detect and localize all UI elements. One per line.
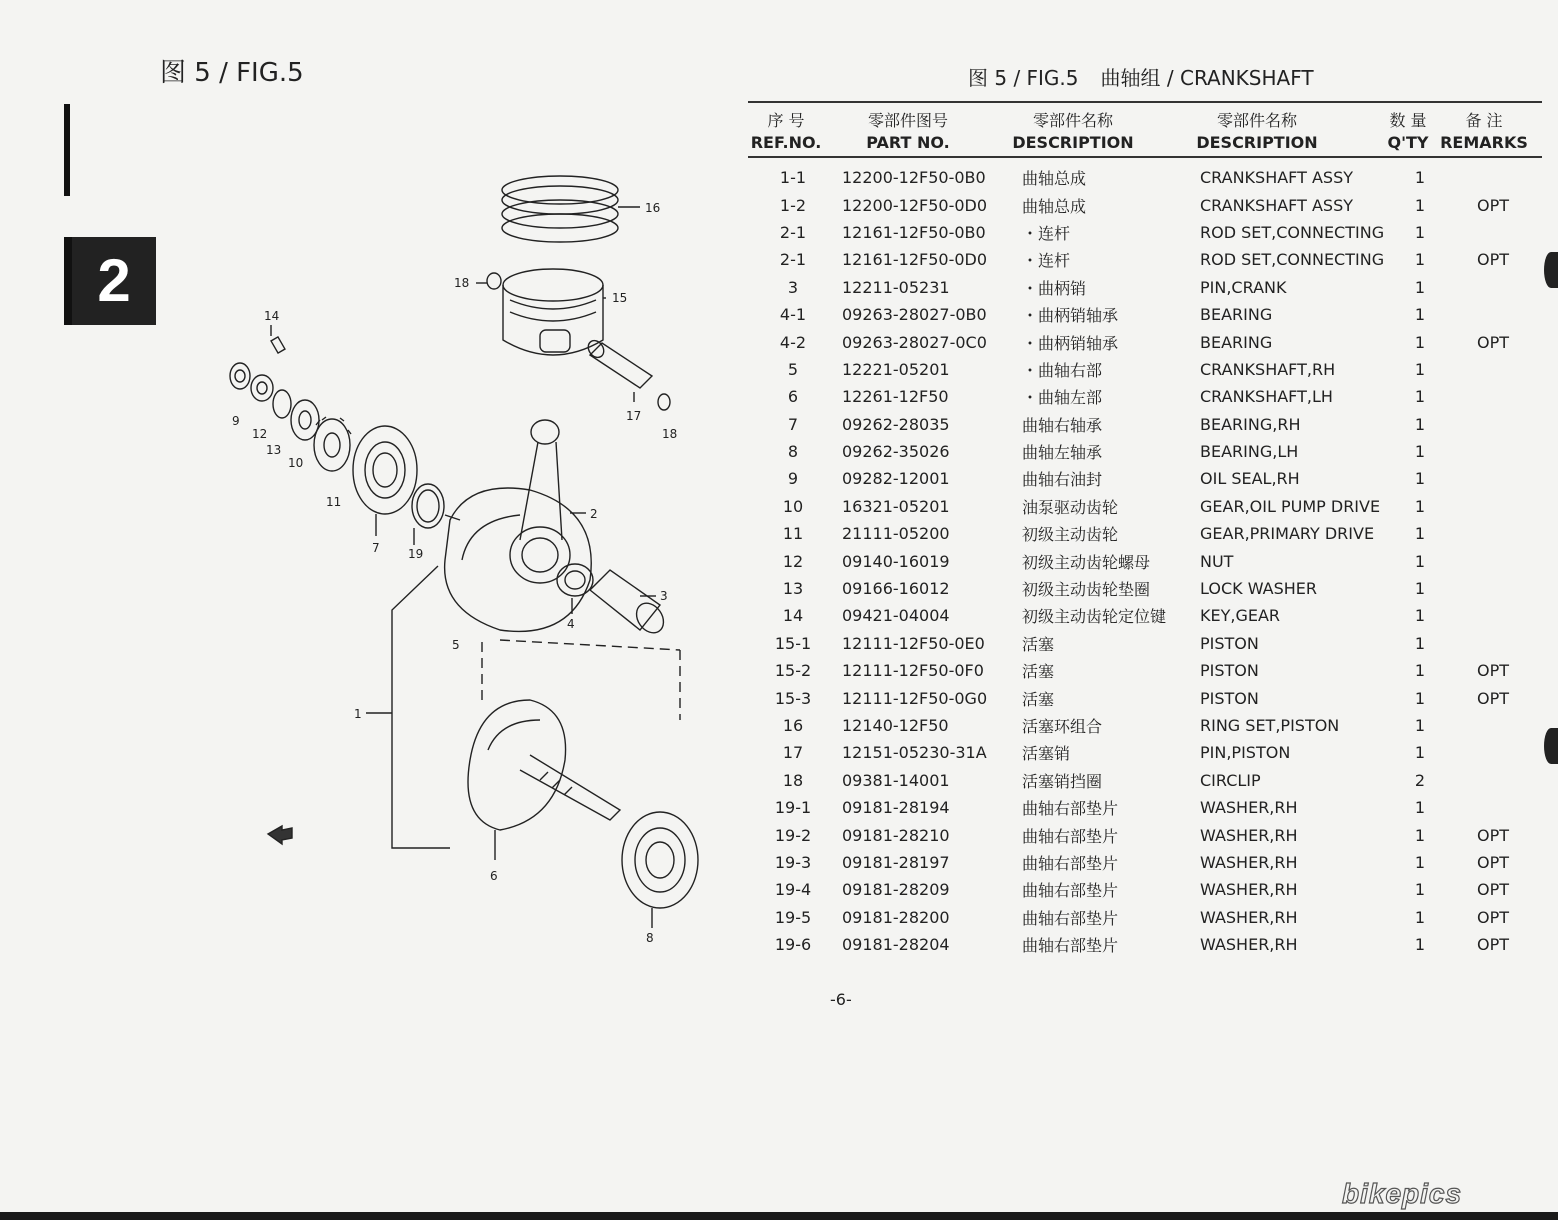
table-row	[748, 301, 1542, 328]
table-row	[748, 246, 1542, 273]
cell-qty: 1	[1414, 250, 1426, 270]
table-row	[748, 191, 1542, 218]
table-row	[748, 712, 1542, 739]
cell-ref: 5	[787, 359, 799, 379]
callout-19: 19	[408, 547, 424, 561]
header-desc-cn	[1008, 110, 1138, 154]
cell-qty: 1	[1414, 935, 1426, 955]
table-title-name: 曲轴组 / CRANKSHAFT	[1100, 66, 1314, 90]
cell-qty: 1	[1414, 524, 1426, 544]
cell-en: CRANKSHAFT ASSY	[1200, 195, 1353, 215]
cell-ref: 19-1	[774, 798, 812, 818]
cell-ref: 17	[782, 743, 804, 763]
cell-qty: 1	[1414, 579, 1426, 599]
table-title-fig: 图 5 / FIG.5	[968, 66, 1079, 90]
callout-18a: 18	[454, 276, 470, 290]
fwd-arrow-icon	[268, 826, 292, 844]
cell-cn: ・连杆	[1022, 223, 1071, 243]
cell-cn: 初级主动齿轮垫圈	[1022, 580, 1151, 600]
header-ref-en: REF.NO.	[750, 133, 822, 152]
table-row	[748, 520, 1542, 547]
cell-ref: 4-1	[779, 305, 807, 325]
table-row	[748, 602, 1542, 629]
cell-ref: 10	[782, 496, 804, 516]
cell-rem	[1444, 301, 1542, 328]
cell-qty: 1	[1414, 880, 1426, 900]
section-tab: 2	[72, 237, 156, 325]
callout-3: 3	[660, 589, 668, 603]
cell-cn: 初级主动齿轮定位键	[1022, 607, 1167, 627]
cell-ref: 15-2	[774, 661, 812, 681]
cell-en: WASHER,RH	[1200, 935, 1298, 955]
cell-cn: ・连杆	[1022, 251, 1071, 271]
cell-part: 09140-16019	[842, 551, 950, 571]
cell-qty: 1	[1414, 277, 1426, 297]
cell-rem	[1444, 712, 1542, 739]
header-ref-cn: 序 号	[767, 111, 805, 130]
cell-ref: 19-2	[774, 825, 812, 845]
table-row	[748, 849, 1542, 876]
cell-rem	[1444, 767, 1542, 794]
cell-rem: OPT	[1476, 661, 1509, 681]
cell-cn: 曲轴右轴承	[1022, 415, 1103, 435]
cell-en: BEARING,RH	[1200, 414, 1301, 434]
cell-cn: 曲轴右部垫片	[1022, 908, 1119, 928]
parts-table-body	[748, 164, 1542, 958]
header-qty	[1380, 110, 1436, 154]
callout-1: 1	[354, 707, 362, 721]
header-ref	[748, 110, 824, 154]
cell-part: 12111-12F50-0E0	[842, 633, 985, 653]
cell-en: PISTON	[1200, 688, 1259, 708]
table-row	[748, 739, 1542, 766]
cell-part: 09181-28197	[842, 852, 950, 872]
cell-en: ROD SET,CONNECTING	[1200, 250, 1385, 270]
cell-en: BEARING,LH	[1200, 442, 1299, 462]
cell-qty: 1	[1414, 387, 1426, 407]
cell-qty: 1	[1414, 359, 1426, 379]
cell-rem	[1444, 575, 1542, 602]
cell-rem	[1444, 411, 1542, 438]
table-row	[748, 876, 1542, 903]
crankshaft-exploded-diagram	[200, 160, 700, 950]
cell-part: 12221-05201	[842, 359, 950, 379]
cell-part: 09263-28027-0B0	[842, 305, 987, 325]
header-part-cn: 零部件图号	[867, 111, 948, 130]
table-row	[748, 630, 1542, 657]
table-row	[748, 821, 1542, 848]
callout-15: 15	[612, 291, 628, 305]
cell-rem: OPT	[1476, 332, 1509, 352]
header-qty-cn: 数 量	[1389, 111, 1427, 130]
cell-qty: 1	[1414, 496, 1426, 516]
cell-ref: 19-3	[774, 852, 812, 872]
callout-2: 2	[590, 507, 598, 521]
cell-part: 12140-12F50	[842, 716, 949, 735]
table-row	[748, 904, 1542, 931]
cell-qty: 1	[1414, 469, 1426, 489]
table-row	[748, 356, 1542, 383]
cell-qty: 1	[1414, 332, 1426, 352]
cell-ref: 11	[782, 524, 804, 544]
cell-cn: ・曲轴右部	[1022, 360, 1103, 380]
cell-part: 09262-35026	[842, 442, 950, 462]
cell-cn: ・曲柄销轴承	[1022, 306, 1119, 326]
cell-cn: 曲轴右油封	[1022, 470, 1103, 490]
cell-part: 09166-16012	[842, 579, 950, 599]
cell-ref: 7	[787, 414, 799, 434]
cell-ref: 16	[782, 716, 804, 735]
cell-rem: OPT	[1476, 852, 1509, 872]
cell-qty: 1	[1414, 907, 1426, 927]
callout-14: 14	[264, 309, 280, 323]
figure-title: 图 5 / FIG.5	[160, 58, 304, 88]
cell-cn: 曲轴左轴承	[1022, 443, 1103, 463]
cell-qty: 1	[1414, 414, 1426, 434]
cell-qty: 1	[1414, 633, 1426, 653]
callout-6: 6	[490, 869, 498, 883]
cell-part: 09181-28209	[842, 880, 950, 900]
table-row	[748, 164, 1542, 191]
cell-part: 12161-12F50-0B0	[842, 222, 986, 242]
cell-en: OIL SEAL,RH	[1200, 469, 1300, 489]
bottom-edge	[0, 1212, 1558, 1220]
cell-part: 12200-12F50-0D0	[842, 195, 988, 215]
callout-8: 8	[646, 931, 654, 945]
cell-en: PISTON	[1200, 633, 1259, 653]
cell-cn: 活塞环组合	[1022, 717, 1103, 736]
cell-ref: 12	[782, 551, 804, 571]
cell-en: ROD SET,CONNECTING	[1200, 222, 1385, 242]
cell-cn: 曲轴右部垫片	[1022, 826, 1119, 846]
cell-rem: OPT	[1476, 688, 1509, 708]
table-row	[748, 547, 1542, 574]
table-row	[748, 794, 1542, 821]
cell-qty: 1	[1414, 442, 1426, 462]
cell-ref: 19-5	[774, 907, 812, 927]
cell-en: WASHER,RH	[1200, 798, 1298, 818]
cell-cn: 活塞	[1022, 634, 1055, 654]
cell-qty: 1	[1414, 606, 1426, 626]
table-title	[968, 62, 1336, 91]
cell-ref: 14	[782, 606, 804, 626]
cell-en: WASHER,RH	[1200, 825, 1298, 845]
section-tab-edge	[64, 237, 72, 325]
cell-ref: 2-1	[779, 222, 807, 242]
cell-qty: 1	[1414, 661, 1426, 681]
cell-part: 09263-28027-0C0	[842, 332, 987, 352]
cell-part: 09282-12001	[842, 469, 950, 489]
header-desc-en-en: DESCRIPTION	[1196, 133, 1318, 152]
cell-rem	[1444, 602, 1542, 629]
callout-4: 4	[567, 617, 575, 631]
header-desc-en	[1192, 110, 1322, 154]
header-rule-bottom	[748, 156, 1542, 158]
cell-en: CIRCLIP	[1200, 770, 1261, 790]
cell-rem	[1444, 493, 1542, 520]
cell-rem: OPT	[1476, 195, 1509, 215]
cell-cn: 曲轴总成	[1022, 169, 1087, 189]
cell-rem	[1444, 383, 1542, 410]
margin-bar	[64, 104, 70, 196]
cell-en: PISTON	[1200, 661, 1259, 681]
cell-rem: OPT	[1476, 825, 1509, 845]
callout-12: 12	[252, 427, 268, 441]
callout-13: 13	[266, 443, 282, 457]
table-row	[748, 493, 1542, 520]
cell-ref: 6	[787, 387, 799, 407]
cell-ref: 4-2	[779, 332, 807, 352]
callout-5: 5	[452, 638, 460, 652]
cell-rem: OPT	[1476, 880, 1509, 900]
table-row	[748, 465, 1542, 492]
cell-ref: 15-1	[774, 633, 812, 653]
cell-ref: 13	[782, 579, 804, 599]
cell-qty: 1	[1414, 168, 1426, 188]
table-row	[748, 438, 1542, 465]
watermark-logo: bikepics	[1342, 1178, 1463, 1209]
cell-en: CRANKSHAFT ASSY	[1200, 168, 1353, 188]
cell-cn: 活塞销挡圈	[1022, 771, 1103, 791]
table-row	[748, 328, 1542, 355]
cell-rem: OPT	[1476, 935, 1509, 955]
table-row	[748, 575, 1542, 602]
cell-qty: 1	[1414, 688, 1426, 708]
header-desc-en-cn: 零部件名称	[1216, 111, 1297, 130]
cell-en: WASHER,RH	[1200, 907, 1298, 927]
cell-qty: 1	[1414, 195, 1426, 215]
cell-qty: 2	[1414, 770, 1426, 790]
cell-part: 12211-05231	[842, 277, 950, 297]
cell-en: RING SET,PISTON	[1200, 716, 1340, 735]
cell-rem	[1444, 630, 1542, 657]
table-row	[748, 684, 1542, 711]
header-remarks-en: REMARKS	[1440, 133, 1528, 152]
cell-part: 09181-28200	[842, 907, 950, 927]
callout-11: 11	[326, 495, 342, 509]
cell-rem: OPT	[1476, 250, 1509, 270]
cell-rem: OPT	[1476, 907, 1509, 927]
parts-table	[748, 164, 1542, 958]
cell-cn: 活塞	[1022, 662, 1055, 682]
cell-part: 12200-12F50-0B0	[842, 168, 986, 188]
cell-qty: 1	[1414, 551, 1426, 571]
cell-part: 09262-28035	[842, 414, 950, 434]
cell-part: 12161-12F50-0D0	[842, 250, 988, 270]
cell-qty: 1	[1414, 222, 1426, 242]
cell-en: CRANKSHAFT,LH	[1200, 387, 1333, 407]
cell-cn: 活塞销	[1022, 744, 1071, 764]
cell-part: 12111-12F50-0G0	[842, 688, 988, 708]
cell-en: LOCK WASHER	[1200, 579, 1317, 599]
cell-part: 16321-05201	[842, 496, 950, 516]
cell-cn: ・曲柄销轴承	[1022, 333, 1119, 353]
cell-en: NUT	[1200, 551, 1234, 571]
cell-en: BEARING	[1200, 332, 1273, 352]
table-row	[748, 657, 1542, 684]
cell-rem	[1444, 465, 1542, 492]
cell-en: PIN,PISTON	[1200, 743, 1291, 763]
cell-part: 09181-28204	[842, 935, 950, 955]
cell-en: CRANKSHAFT,RH	[1200, 359, 1336, 379]
cell-part: 09181-28210	[842, 825, 950, 845]
callout-10: 10	[288, 456, 304, 470]
cell-qty: 1	[1414, 852, 1426, 872]
cell-qty: 1	[1414, 798, 1426, 818]
cell-cn: 曲轴右部垫片	[1022, 799, 1119, 819]
cell-en: PIN,CRANK	[1200, 277, 1287, 297]
cell-cn: 曲轴右部垫片	[1022, 881, 1119, 901]
cell-qty: 1	[1414, 825, 1426, 845]
binder-hole-bottom	[1544, 728, 1558, 764]
callout-17: 17	[626, 409, 642, 423]
cell-rem	[1444, 164, 1542, 191]
table-row	[748, 931, 1542, 958]
cell-part: 12261-12F50	[842, 387, 949, 407]
table-row	[748, 767, 1542, 794]
cell-en: GEAR,PRIMARY DRIVE	[1200, 524, 1375, 544]
cell-rem	[1444, 739, 1542, 766]
table-row	[748, 411, 1542, 438]
cell-part: 12151-05230-31A	[842, 743, 987, 763]
cell-part: 21111-05200	[842, 524, 950, 544]
cell-cn: ・曲轴左部	[1022, 388, 1103, 408]
callout-7: 7	[372, 541, 380, 555]
callout-16: 16	[645, 201, 661, 215]
cell-ref: 3	[787, 277, 799, 297]
callout-18b: 18	[662, 427, 678, 441]
table-row	[748, 219, 1542, 246]
cell-ref: 9	[787, 469, 799, 489]
cell-rem	[1444, 547, 1542, 574]
cell-qty: 1	[1414, 716, 1426, 735]
cell-ref: 19-4	[774, 880, 812, 900]
cell-ref: 15-3	[774, 688, 812, 708]
crank-left-half	[468, 700, 620, 860]
header-part	[840, 110, 976, 154]
cell-rem	[1444, 356, 1542, 383]
table-row	[748, 383, 1542, 410]
page-number: -6-	[830, 990, 852, 1009]
cell-ref: 8	[787, 442, 799, 462]
cell-rem	[1444, 438, 1542, 465]
piston-rings	[502, 176, 640, 242]
cell-part: 12111-12F50-0F0	[842, 661, 984, 681]
cell-part: 09181-28194	[842, 798, 950, 818]
header-desc-cn-en: DESCRIPTION	[1012, 133, 1134, 152]
binder-hole-top	[1544, 252, 1558, 288]
cell-ref: 2-1	[779, 250, 807, 270]
cell-ref: 1-2	[779, 195, 807, 215]
cell-ref: 1-1	[779, 168, 807, 188]
cell-rem	[1444, 219, 1542, 246]
cell-en: WASHER,RH	[1200, 880, 1298, 900]
cell-part: 09381-14001	[842, 770, 950, 790]
header-part-en: PART NO.	[866, 133, 950, 152]
cell-rem	[1444, 274, 1542, 301]
cell-qty: 1	[1414, 305, 1426, 325]
header-rule-top	[748, 101, 1542, 103]
cell-en: BEARING	[1200, 305, 1273, 325]
cell-rem	[1444, 794, 1542, 821]
cell-ref: 18	[782, 770, 804, 790]
piston-pin	[585, 338, 652, 402]
cell-en: GEAR,OIL PUMP DRIVE	[1200, 496, 1381, 516]
cell-en: WASHER,RH	[1200, 852, 1298, 872]
cell-qty: 1	[1414, 743, 1426, 763]
table-row	[748, 274, 1542, 301]
cell-rem	[1444, 520, 1542, 547]
cell-part: 09421-04004	[842, 606, 950, 626]
cell-ref: 19-6	[774, 935, 812, 955]
header-remarks-cn: 备 注	[1465, 111, 1503, 130]
callout-9: 9	[232, 414, 240, 428]
cell-cn: 初级主动齿轮	[1022, 525, 1119, 545]
cell-cn: 活塞	[1022, 689, 1055, 709]
cell-en: KEY,GEAR	[1200, 606, 1281, 626]
header-qty-en: Q'TY	[1387, 133, 1429, 152]
cell-cn: 曲轴右部垫片	[1022, 853, 1119, 873]
cell-cn: 初级主动齿轮螺母	[1022, 552, 1151, 572]
cell-cn: ・曲柄销	[1022, 278, 1087, 298]
header-desc-cn-cn: 零部件名称	[1032, 111, 1113, 130]
header-remarks	[1436, 110, 1532, 154]
connecting-rod	[510, 420, 586, 583]
cell-cn: 曲轴总成	[1022, 196, 1087, 216]
cell-cn: 曲轴右部垫片	[1022, 936, 1119, 956]
cell-cn: 油泵驱动齿轮	[1022, 497, 1119, 517]
